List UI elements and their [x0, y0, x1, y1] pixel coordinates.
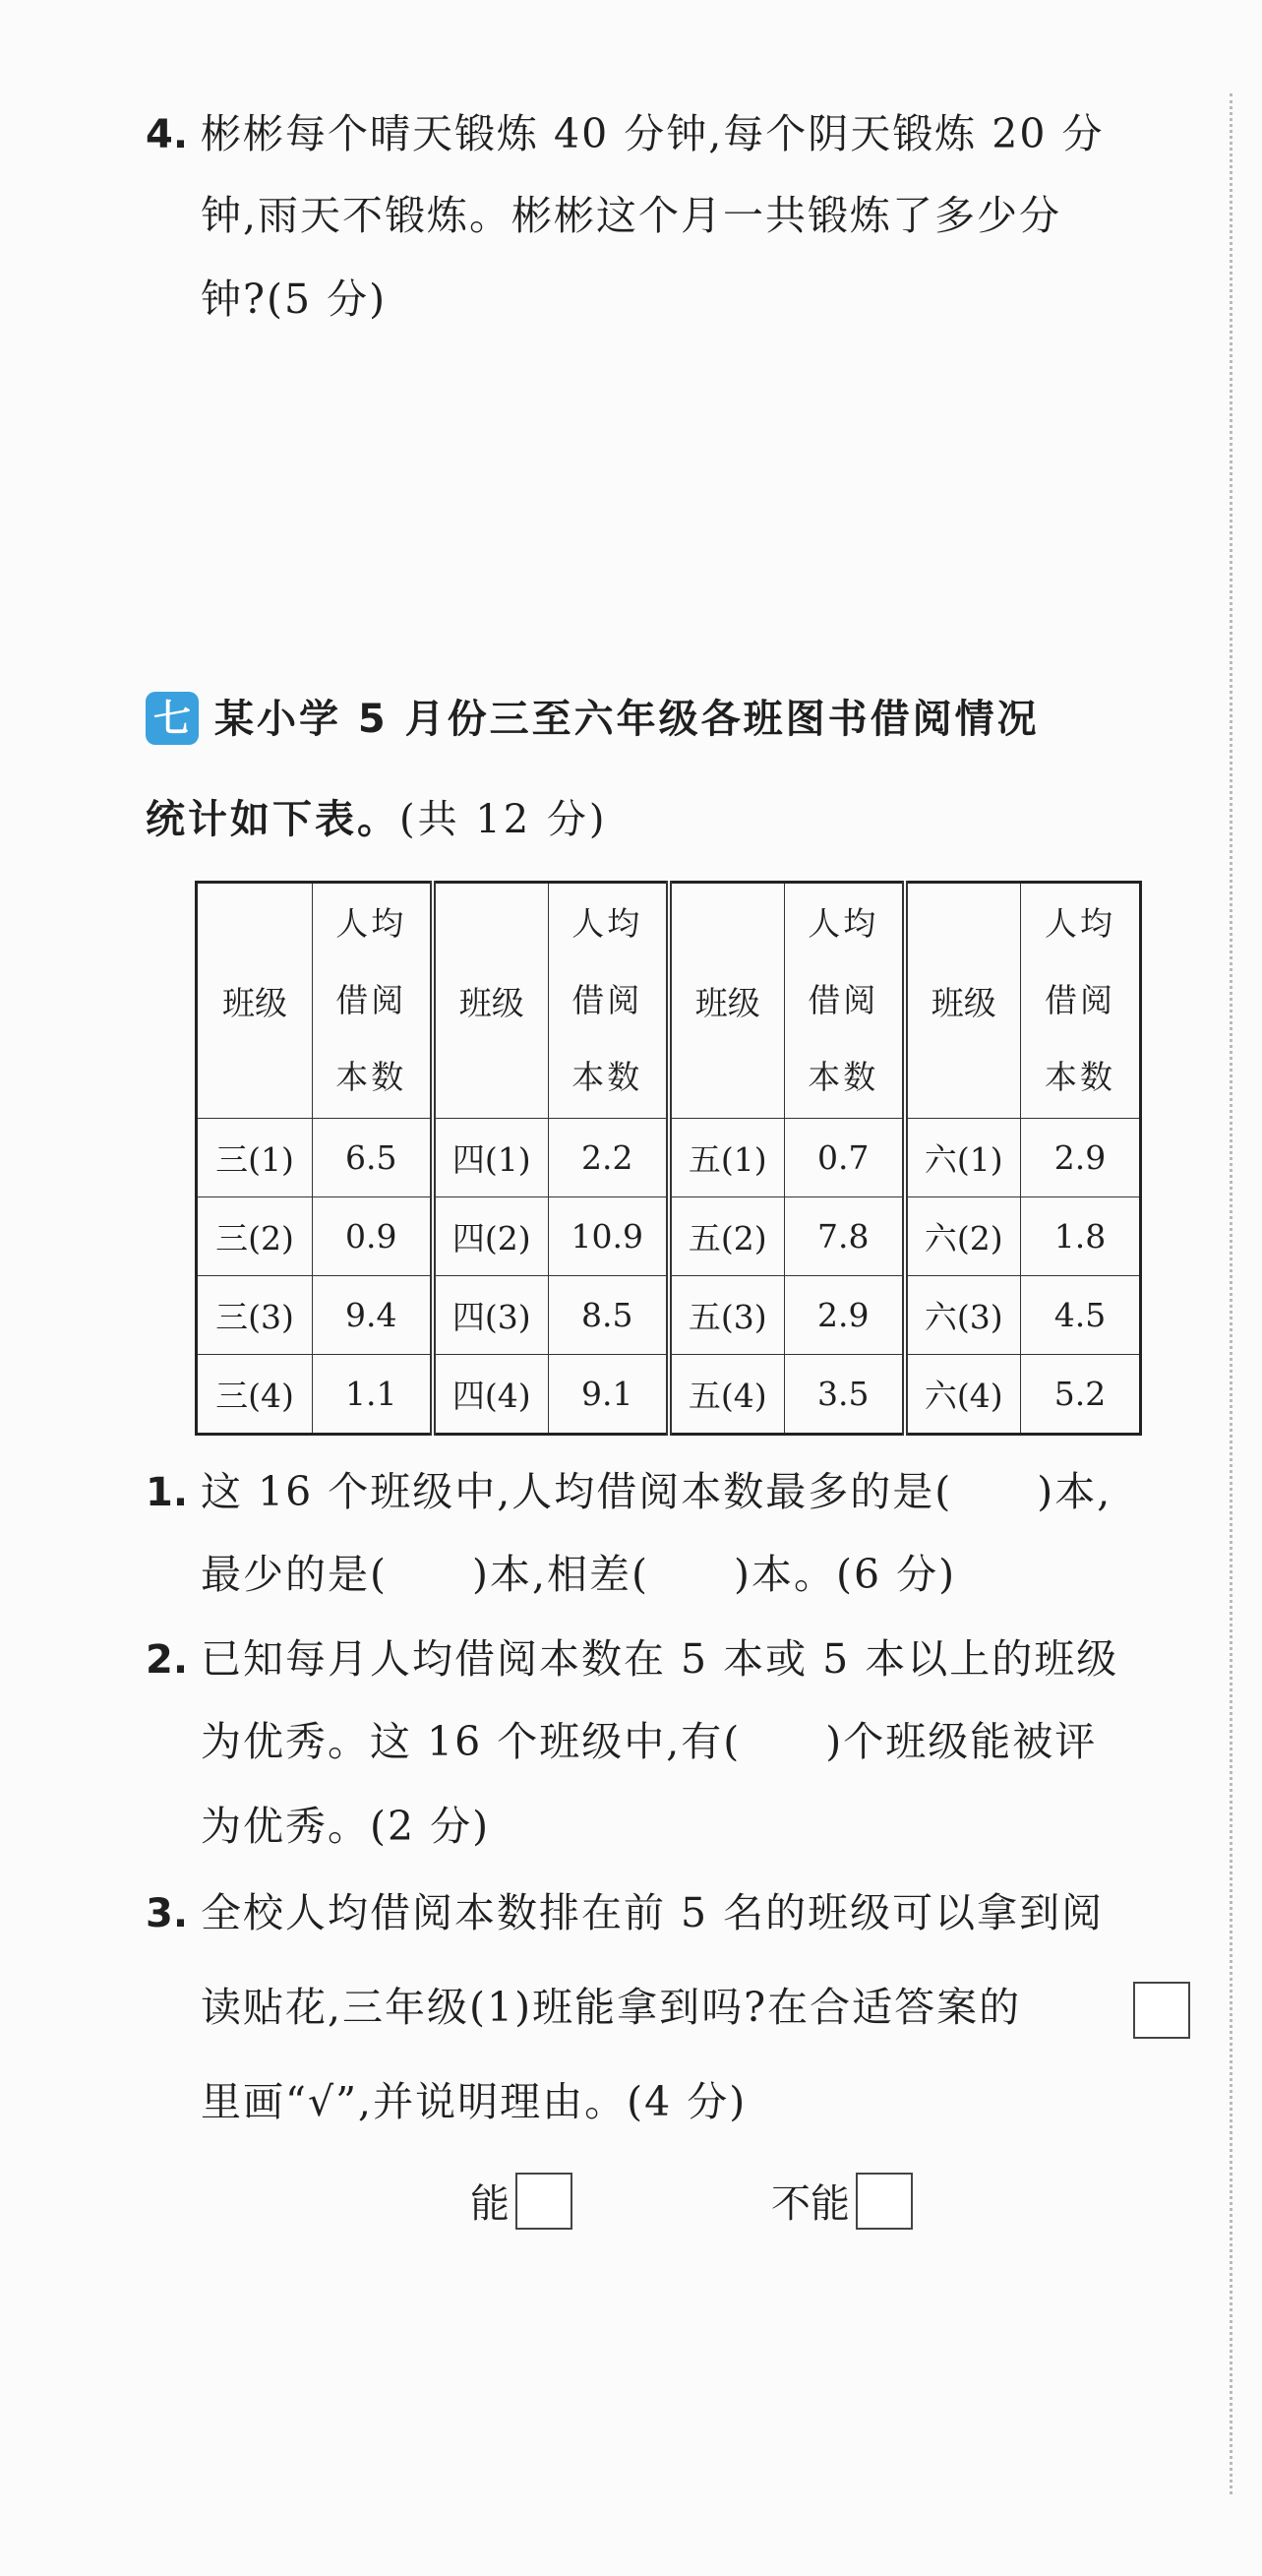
- value-cell: 1.8: [1021, 1197, 1141, 1276]
- subquestion-1-number: 1.: [146, 1470, 189, 1515]
- class-cell: 五(1): [669, 1119, 785, 1197]
- question-4-number: 4.: [146, 112, 189, 157]
- margin-dotted-line: [1230, 93, 1232, 2494]
- class-cell: 六(2): [905, 1197, 1021, 1276]
- value-cell: 0.9: [313, 1197, 433, 1276]
- value-cell: 0.7: [785, 1119, 905, 1197]
- table-row: [197, 1197, 1141, 1276]
- class-cell: 六(1): [905, 1119, 1021, 1197]
- table-row: [197, 1119, 1141, 1197]
- value-cell: 2.9: [1021, 1119, 1141, 1197]
- subquestion-2-number: 2.: [146, 1637, 189, 1683]
- class-cell: 六(3): [905, 1276, 1021, 1355]
- class-cell: 三(1): [197, 1119, 313, 1197]
- table-row: [197, 1355, 1141, 1435]
- class-cell: 五(3): [669, 1276, 785, 1355]
- class-cell: 四(4): [433, 1355, 549, 1435]
- header-avg-2: 人均 借阅 本数: [549, 883, 669, 1119]
- class-cell: 五(4): [669, 1355, 785, 1435]
- value-cell: 6.5: [313, 1119, 433, 1197]
- choice-no-label: 不能: [771, 2181, 850, 2227]
- value-cell: 1.1: [313, 1355, 433, 1435]
- value-cell: 4.5: [1021, 1276, 1141, 1355]
- section-7-title-bold: 统计如下表。: [146, 797, 399, 842]
- value-cell: 9.4: [313, 1276, 433, 1355]
- header-avg-1: 人均 借阅 本数: [313, 883, 433, 1119]
- class-cell: 四(3): [433, 1276, 549, 1355]
- section-7-score: (共 12 分): [399, 797, 608, 842]
- table-header-row: [197, 883, 1141, 1119]
- choice-no-checkbox[interactable]: [856, 2173, 913, 2230]
- class-cell: 五(2): [669, 1197, 785, 1276]
- section-7-title-line-2: [146, 797, 608, 842]
- answer-checkbox-sample: [1133, 1982, 1190, 2039]
- value-cell: 10.9: [549, 1197, 669, 1276]
- subquestion-3-line-2: 读贴花,三年级(1)班能拿到吗?在合适答案的: [201, 1984, 1022, 2031]
- header-class-2: 班级: [433, 883, 549, 1119]
- choice-yes: [470, 2178, 572, 2236]
- section-7-title-line-1: 某小学 5 月份三至六年级各班图书借阅情况: [214, 697, 1040, 742]
- question-4-line-3: 钟?(5 分): [201, 276, 388, 323]
- question-4-line-1: 彬彬每个晴天锻炼 40 分钟,每个阴天锻炼 20 分: [201, 110, 1105, 157]
- class-cell: 三(4): [197, 1355, 313, 1435]
- class-cell: 四(1): [433, 1119, 549, 1197]
- subquestion-2-line-1: 已知每月人均借阅本数在 5 本或 5 本以上的班级: [201, 1635, 1119, 1683]
- subquestion-3-number: 3.: [146, 1891, 189, 1936]
- value-cell: 7.8: [785, 1197, 905, 1276]
- value-cell: 5.2: [1021, 1355, 1141, 1435]
- header-avg-3: 人均 借阅 本数: [785, 883, 905, 1119]
- value-cell: 8.5: [549, 1276, 669, 1355]
- choice-no: [771, 2178, 913, 2236]
- subquestion-1-line-1: 这 16 个班级中,人均借阅本数最多的是( )本,: [201, 1468, 1112, 1515]
- class-cell: 四(2): [433, 1197, 549, 1276]
- value-cell: 9.1: [549, 1355, 669, 1435]
- subquestion-1-line-2: 最少的是( )本,相差( )本。(6 分): [201, 1551, 957, 1598]
- header-avg-4: 人均 借阅 本数: [1021, 883, 1141, 1119]
- subquestion-3-line-3: 里画“√”,并说明理由。(4 分): [201, 2078, 748, 2125]
- subquestion-2-line-2: 为优秀。这 16 个班级中,有( )个班级能被评: [201, 1718, 1098, 1765]
- choice-yes-checkbox[interactable]: [515, 2173, 572, 2230]
- header-class-3: 班级: [669, 883, 785, 1119]
- table-row: [197, 1276, 1141, 1355]
- subquestion-3-line-1: 全校人均借阅本数排在前 5 名的班级可以拿到阅: [201, 1889, 1105, 1936]
- question-4-line-2: 钟,雨天不锻炼。彬彬这个月一共锻炼了多少分: [201, 192, 1062, 239]
- value-cell: 2.2: [549, 1119, 669, 1197]
- subquestion-2-line-3: 为优秀。(2 分): [201, 1803, 491, 1850]
- section-7-badge: 七: [146, 692, 199, 745]
- class-cell: 三(2): [197, 1197, 313, 1276]
- class-cell: 六(4): [905, 1355, 1021, 1435]
- class-cell: 三(3): [197, 1276, 313, 1355]
- value-cell: 3.5: [785, 1355, 905, 1435]
- value-cell: 2.9: [785, 1276, 905, 1355]
- header-class-4: 班级: [905, 883, 1021, 1119]
- choice-yes-label: 能: [470, 2181, 510, 2227]
- header-class-1: 班级: [197, 883, 313, 1119]
- borrowing-stats-table: [195, 881, 1142, 1436]
